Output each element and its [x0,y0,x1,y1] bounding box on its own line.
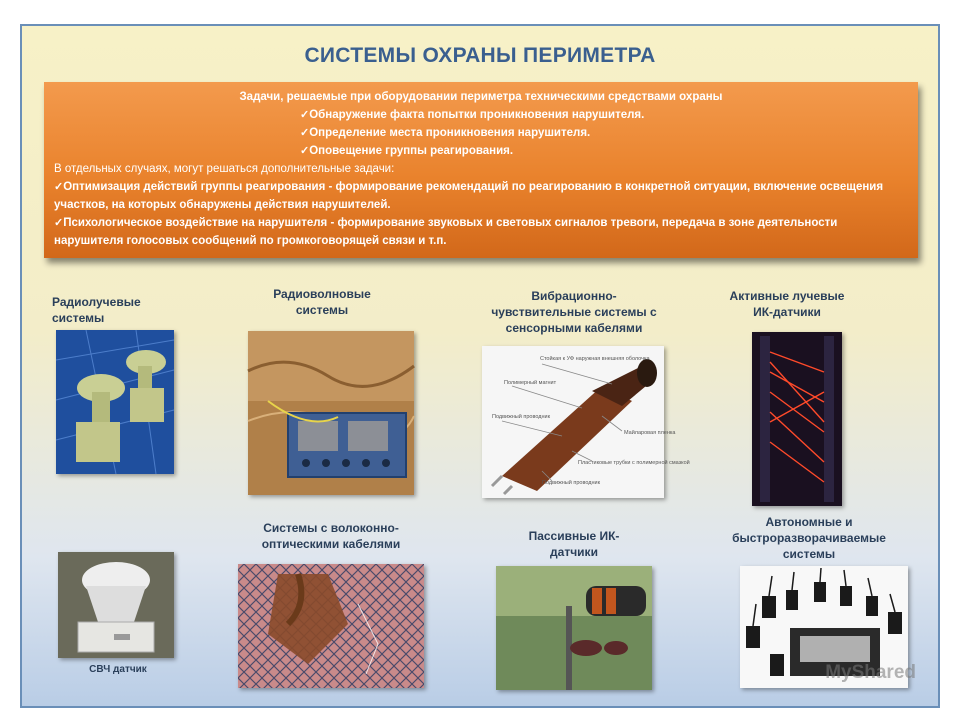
extra-tasks-heading: В отдельных случаях, могут решаться дополнительные задачи: [54,163,395,175]
task-item-label: Определение места проникновения нарушителя. [309,127,591,139]
check-icon: ✓ [300,145,310,157]
slide [20,24,940,708]
extra-task-item-optimization [54,178,908,214]
check-icon: ✓ [54,181,64,193]
diagram-label: Подвижный проводник [492,414,550,420]
photo-vibration-cable [482,346,690,498]
extra-task-item-psychological [54,214,908,250]
photo-active-ir [752,332,842,506]
task-item-detection [54,106,908,124]
check-icon: ✓ [300,127,310,139]
label-radiowave: Радиоволновые системы [273,287,371,317]
task-item-label: Обнаружение факта попытки проникновения нарушителя. [309,109,645,121]
task-item-location [54,124,908,142]
photo-radiowave [248,331,414,495]
tasks-heading: Задачи, решаемые при оборудовании периметра техническими средствами охраны [239,91,723,103]
label-fiber: Системы с волоконно-оптическими кабелями [261,521,401,551]
label-passive-ir: Пассивные ИК-датчики [528,529,620,559]
check-icon: ✓ [54,217,64,229]
label-active-ir: Активные лучевые ИК-датчики [729,289,845,319]
watermark-logo: MyShared [825,662,916,683]
diagram-label: Подвижный проводник [542,480,600,486]
photo-radiobeam [56,330,174,474]
diagram-label: Полимерный магнит [504,380,557,386]
task-item-label: Оповещение группы реагирования. [309,145,514,157]
tasks-box [44,82,918,258]
label-radiobeam: Радиолучевые системы [52,295,141,325]
task-item-alert [54,142,908,160]
label-autonomous: Автономные и быстроразворачиваемые системы [732,515,886,561]
extra-task-label: Психологическое воздействие на нарушителя - формирование звуковых и световых сигналов тревоги, передача в зоне деятельности нарушителя голосовых сообщений по громкоговорящей связи и т.п. [54,217,838,247]
diagram-label: Стойкая к УФ наружная внешняя оболочка [540,356,650,362]
extra-task-label: Оптимизация действий группы реагирования - формирование рекомендаций по реагированию в конкретной ситуации, включение освещения участков, на которых обнаружены действия нарушителей. [54,181,884,211]
label-microwave: СВЧ датчик [89,664,147,675]
photo-fiber [238,564,424,688]
photo-microwave [58,552,174,658]
diagram-label: Пластиковые трубки с полимерной смазкой [578,460,690,466]
check-icon: ✓ [300,109,310,121]
page-title: СИСТЕМЫ ОХРАНЫ ПЕРИМЕТРА [304,44,656,67]
diagram-label: Майларовая пленка [624,430,676,436]
photo-passive-ir [496,566,652,690]
label-vibration: Вибрационно-чувствительные системы с сенсорными кабелями [491,289,657,335]
